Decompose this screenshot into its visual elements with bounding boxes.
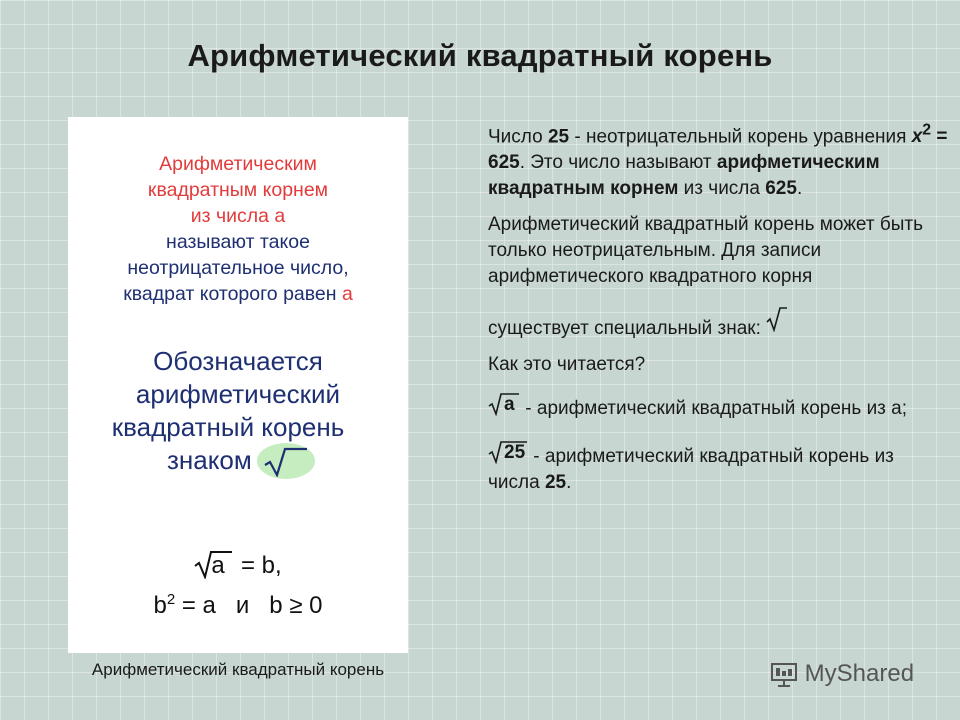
notation-word: знаком bbox=[167, 445, 252, 475]
notation-line: квадратный корень bbox=[111, 412, 345, 442]
paragraph-4 bbox=[488, 392, 948, 422]
paragraph-2-end bbox=[488, 306, 948, 342]
radical-sign-icon bbox=[263, 447, 309, 477]
text-run: из числа bbox=[678, 178, 766, 200]
definition-line: квадратным корнем bbox=[147, 179, 329, 201]
exponent: 2 bbox=[922, 122, 932, 139]
variable-x: x bbox=[911, 126, 923, 148]
definition-line bbox=[68, 203, 408, 229]
myshared-logo bbox=[770, 660, 914, 688]
radical-sign-icon bbox=[488, 392, 520, 422]
text-run: - арифметический квадратный корень из числа bbox=[488, 446, 894, 494]
paragraph-3: Как это читается? bbox=[488, 354, 646, 376]
paragraph-2 bbox=[488, 212, 948, 290]
radical-sign-icon bbox=[194, 549, 234, 583]
definition-line: Арифметическим bbox=[159, 153, 317, 175]
text-run: существует специальный знак: bbox=[488, 318, 761, 340]
radicand: a bbox=[211, 552, 225, 579]
number-25: 25 bbox=[547, 126, 570, 148]
formula-sqrt bbox=[68, 549, 408, 583]
text-run: Арифметический квадратный корень может быть только неотрицательным. Для записи арифметического квадратного корня bbox=[488, 214, 923, 288]
logo-text: MyShared bbox=[804, 660, 915, 687]
formula-exponent: 2 bbox=[166, 591, 176, 608]
radical-sign-icon bbox=[766, 306, 788, 342]
definition-line bbox=[68, 281, 408, 307]
text-run: . Это число называют bbox=[519, 152, 717, 174]
definition-line-prefix: квадрат которого равен bbox=[123, 283, 342, 305]
text-run: Число bbox=[488, 126, 548, 148]
explanation-text bbox=[488, 118, 948, 506]
notation-line bbox=[68, 444, 408, 477]
formula-block bbox=[68, 549, 408, 623]
formula-base: b bbox=[153, 592, 167, 619]
formula-rest: = b, bbox=[234, 552, 282, 579]
paragraph-5 bbox=[488, 440, 948, 496]
radicand: a bbox=[504, 394, 515, 416]
paragraph-1 bbox=[488, 118, 948, 202]
definition-line: неотрицательное число, bbox=[127, 257, 349, 279]
variable-a: а bbox=[341, 283, 353, 305]
formula-conditions bbox=[68, 583, 408, 623]
formula-rest: = a и b ≥ 0 bbox=[175, 592, 323, 619]
variable-a: а bbox=[274, 205, 286, 227]
notation-text bbox=[68, 345, 408, 477]
text-run: . bbox=[796, 178, 803, 200]
radicand: 25 bbox=[504, 442, 526, 464]
term-bold: арифметическим квадратным корнем bbox=[488, 152, 880, 200]
text-run: . bbox=[566, 472, 572, 494]
presentation-board-icon bbox=[770, 662, 798, 688]
notation-line: Обозначается bbox=[153, 346, 323, 376]
definition-text bbox=[68, 151, 408, 307]
text-run: - неотрицательный корень уравнения bbox=[569, 126, 912, 148]
definition-line: называют такое bbox=[166, 231, 310, 253]
card-caption: Арифметический квадратный корень bbox=[91, 660, 385, 679]
slide-title: Арифметический квадратный корень bbox=[187, 38, 773, 73]
definition-line-prefix: из числа bbox=[190, 205, 275, 227]
number-625: 625 bbox=[765, 178, 797, 200]
definition-card bbox=[68, 117, 408, 653]
text-run: - арифметический квадратный корень из а; bbox=[520, 398, 908, 420]
number-25: 25 bbox=[544, 472, 567, 494]
radical-sign-icon bbox=[488, 440, 528, 470]
equation-value: = 625 bbox=[488, 126, 948, 174]
notation-line: арифметический bbox=[135, 379, 341, 409]
